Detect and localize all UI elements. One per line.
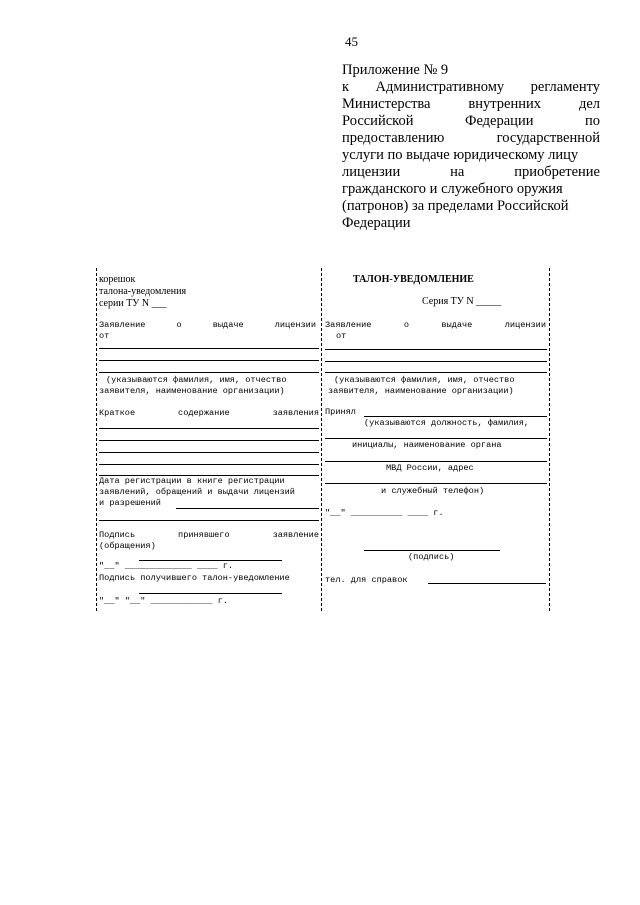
stub-accepted-signature-label: Подпись принявшего заявление	[99, 530, 319, 540]
notice-statement: Заявление о выдаче лицензии	[325, 320, 546, 330]
appendix-title: Приложение № 9	[342, 62, 449, 78]
appendix-line: Российской Федерации по	[342, 113, 600, 129]
appendix-line: услуги по выдаче юридическому лицу	[342, 147, 579, 163]
notice-applicant-hint: заявителя, наименование организации)	[328, 386, 514, 396]
notice-form	[96, 268, 550, 611]
appendix-line: предоставлению государственной	[342, 130, 600, 146]
notice-title: ТАЛОН-УВЕДОМЛЕНИЕ	[353, 274, 474, 285]
stub-received-date[interactable]: "__" "__" ____________ г.	[99, 596, 228, 606]
notice-accepted-field[interactable]	[325, 461, 547, 462]
stub-received-signature-label: Подпись получившего талон-уведомление	[99, 573, 290, 583]
notice-series: Серия ТУ N _____	[422, 296, 502, 307]
appendix-line: (патронов) за пределами Российской	[342, 198, 569, 214]
notice-position-hint: (указываются должность, фамилия,	[364, 418, 530, 428]
notice-accepted-field[interactable]	[364, 416, 547, 417]
notice-accepted-field[interactable]	[325, 483, 547, 484]
notice-inquiry-label: тел. для справок	[325, 575, 408, 585]
page-number: 45	[345, 34, 358, 49]
stub-summary-line[interactable]	[99, 428, 319, 429]
stub-registration-label: и разрешений	[99, 498, 161, 508]
stub-summary-label: Краткое содержание заявления	[99, 408, 319, 418]
notice-initials-hint: инициалы, наименование органа	[352, 440, 502, 450]
notice-applicant-line[interactable]	[325, 372, 547, 373]
stub-applicant-line[interactable]	[99, 372, 319, 373]
right-border	[549, 268, 550, 611]
stub-applicant-hint: (указываются фамилия, имя, отчество	[106, 375, 287, 385]
stub-accepted-signature-label: (обращения)	[99, 541, 156, 551]
stub-summary-line[interactable]	[99, 440, 319, 441]
notice-phone-hint: и служебный телефон)	[381, 486, 485, 496]
stub-summary-line[interactable]	[99, 452, 319, 453]
notice-inquiry-field[interactable]	[428, 583, 546, 584]
stub-registration-field[interactable]	[176, 508, 319, 509]
left-border	[96, 268, 97, 611]
notice-date[interactable]: "__" __________ ____ г.	[325, 508, 444, 518]
stub-received-signature-field[interactable]	[139, 593, 282, 594]
appendix-line: гражданского и служебного оружия	[342, 181, 563, 197]
notice-accepted-label: Принял	[325, 407, 356, 417]
stub-applicant-line[interactable]	[99, 348, 319, 349]
appendix-line: Министерства внутренних дел	[342, 96, 600, 112]
stub-registration-label: заявлений, обращений и выдачи лицензий	[99, 487, 295, 497]
tear-line	[321, 268, 322, 611]
appendix-header	[342, 62, 600, 232]
stub-registration-label: Дата регистрации в книге регистрации	[99, 476, 285, 486]
stub-subtitle: талона-уведомления	[99, 286, 187, 297]
notice-from-label: от	[336, 331, 347, 341]
stub-from-label: от	[99, 331, 110, 341]
appendix-line: к Административному регламенту	[342, 79, 600, 95]
notice-signature-field[interactable]	[364, 550, 500, 551]
stub-registration-field[interactable]	[99, 520, 319, 521]
notice-signature-label: (подпись)	[408, 552, 455, 562]
stub-applicant-line[interactable]	[99, 360, 319, 361]
stub-applicant-hint: заявителя, наименование организации)	[99, 386, 285, 396]
notice-accepted-field[interactable]	[325, 438, 547, 439]
notice-applicant-line[interactable]	[325, 349, 547, 350]
stub-title: корешок	[99, 274, 136, 285]
stub-series: серии ТУ N ___	[99, 298, 167, 309]
appendix-line: Федерации	[342, 215, 411, 231]
notice-applicant-line[interactable]	[325, 361, 547, 362]
appendix-line: лицензии на приобретение	[342, 164, 600, 180]
stub-summary-line[interactable]	[99, 464, 319, 465]
notice-mvd-hint: МВД России, адрес	[386, 463, 474, 473]
notice-applicant-hint: (указываются фамилия, имя, отчество	[334, 375, 515, 385]
stub-statement: Заявление о выдаче лицензии	[99, 320, 316, 330]
stub-accepted-date[interactable]: "__" _____________ ____ г.	[99, 561, 234, 571]
